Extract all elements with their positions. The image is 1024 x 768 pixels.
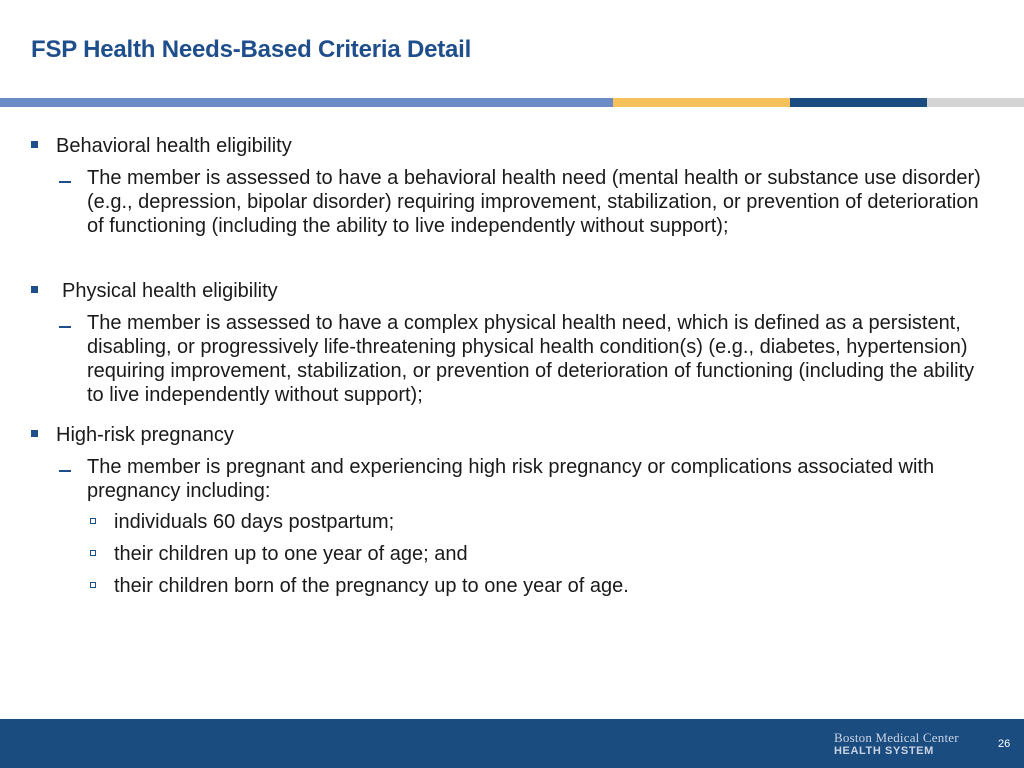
sub-sub-bullet-children — [114, 542, 468, 566]
sub-bullet-behavioral-detail — [87, 166, 987, 238]
bmc-logo — [834, 731, 959, 758]
sub-sub-bullet-text: their children born of the pregnancy up to one year of age. — [114, 575, 629, 597]
page-title: FSP Health Needs-Based Criteria Detail — [31, 36, 472, 63]
accent-bar-gold — [613, 98, 790, 107]
logo-subtitle: HEALTH SYSTEM — [834, 745, 934, 757]
sub-sub-bullet-text: individuals 60 days postpartum; — [114, 511, 395, 533]
sub-bullet-text: The member is assessed to have a complex physical health need, which is defined as a persistent, disabling, or progressively life-threatening physical health condition(s) (e.g., diabetes, hypertension) requiring improvement, stabilization, or prevention of deterioration of functioning (including the ability to live independently without support); — [87, 312, 975, 406]
square-bullet-icon — [31, 141, 38, 148]
footer-band — [0, 719, 1024, 768]
logo-name: Boston Medical Center — [834, 730, 959, 745]
sub-bullet-pregnancy-detail — [87, 455, 987, 503]
square-bullet-icon — [31, 286, 38, 293]
sub-bullet-text: The member is assessed to have a behavioral health need (mental health or substance use disorder) (e.g., depression, bipolar disorder) requiring improvement, stabilization, or prevention of deterioration of functioning (including the ability to live independently without support); — [87, 167, 981, 237]
accent-bar — [0, 98, 1024, 107]
hollow-square-bullet-icon — [90, 582, 96, 588]
accent-bar-navy — [790, 98, 927, 107]
hollow-square-bullet-icon — [90, 550, 96, 556]
bullet-heading: Physical health eligibility — [62, 280, 278, 302]
accent-bar-blue — [0, 98, 613, 107]
accent-bar-gray — [927, 98, 1024, 107]
square-bullet-icon — [31, 430, 38, 437]
dash-bullet-icon — [59, 326, 71, 328]
hollow-square-bullet-icon — [90, 518, 96, 524]
bullet-heading: High-risk pregnancy — [56, 424, 234, 446]
sub-bullet-text: The member is pregnant and experiencing high risk pregnancy or complications associated with pregnancy including: — [87, 456, 935, 502]
dash-bullet-icon — [59, 181, 71, 183]
sub-sub-bullet-text: their children up to one year of age; and — [114, 543, 468, 565]
sub-bullet-physical-detail — [87, 311, 987, 407]
dash-bullet-icon — [59, 470, 71, 472]
bullet-heading: Behavioral health eligibility — [56, 135, 292, 157]
page-number: 26 — [998, 738, 1011, 750]
sub-sub-bullet-children-born — [114, 574, 629, 598]
sub-sub-bullet-postpartum — [114, 510, 394, 534]
